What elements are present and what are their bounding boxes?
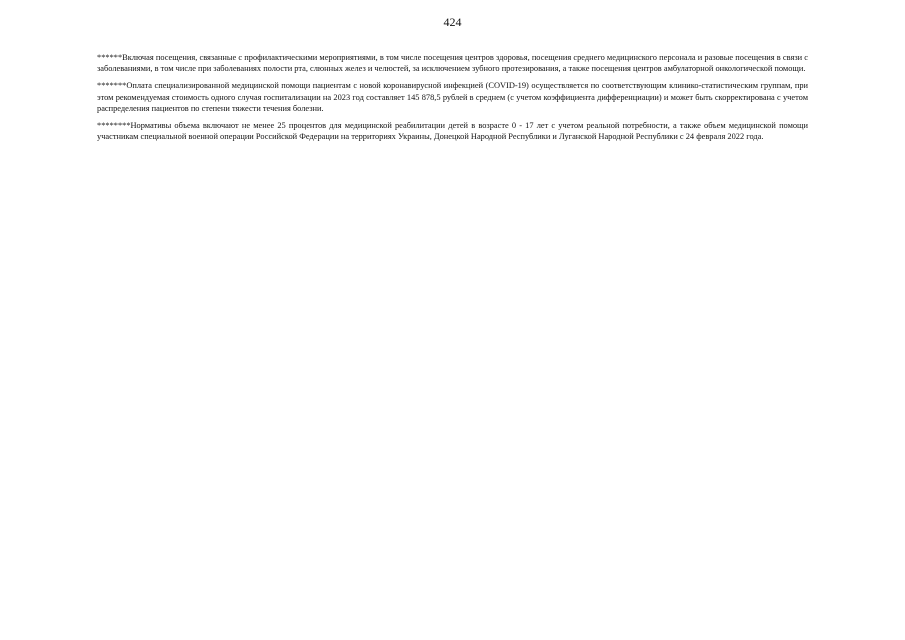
footnote-6-stars: ******Включая посещения, связанные с профилактическими мероприятиями, в том числе посещения центров здоровья, посещения среднего медицинского персонала и разовые посещения в связи с заболеваниями, в том числе при заболеваниях полости рта, слюнных желез и челюстей, за исключением зубного протезирования, а также посещения центров амбулаторной онкологической помощи. [97, 53, 808, 74]
footnote-8-stars: ********Нормативы объема включают не менее 25 процентов для медицинской реабилитации детей в возрасте 0 - 17 лет с учетом реальной потребности, а также объем медицинской помощи участникам специальной военной операции Российской Федерации на территориях Украины, Донецкой Народной Республики и Луганской Народной Республики с 24 февраля 2022 года. [97, 121, 808, 142]
page-number: 424 [443, 15, 462, 29]
footnote-7-stars: *******Оплата специализированной медицинской помощи пациентам с новой коронавирусной инфекцией (COVID-19) осуществляется по соответствующим клинико-статистическим группам, при этом рекомендуемая стоимость одного случая госпитализации на 2023 год составляет 145 878,5 рублей в среднем (с учетом коэффициента дифференциации) и может быть скорректирована с учетом распределения пациентов по степени тяжести течения болезни. [97, 81, 808, 113]
footnotes-section [97, 52, 808, 148]
